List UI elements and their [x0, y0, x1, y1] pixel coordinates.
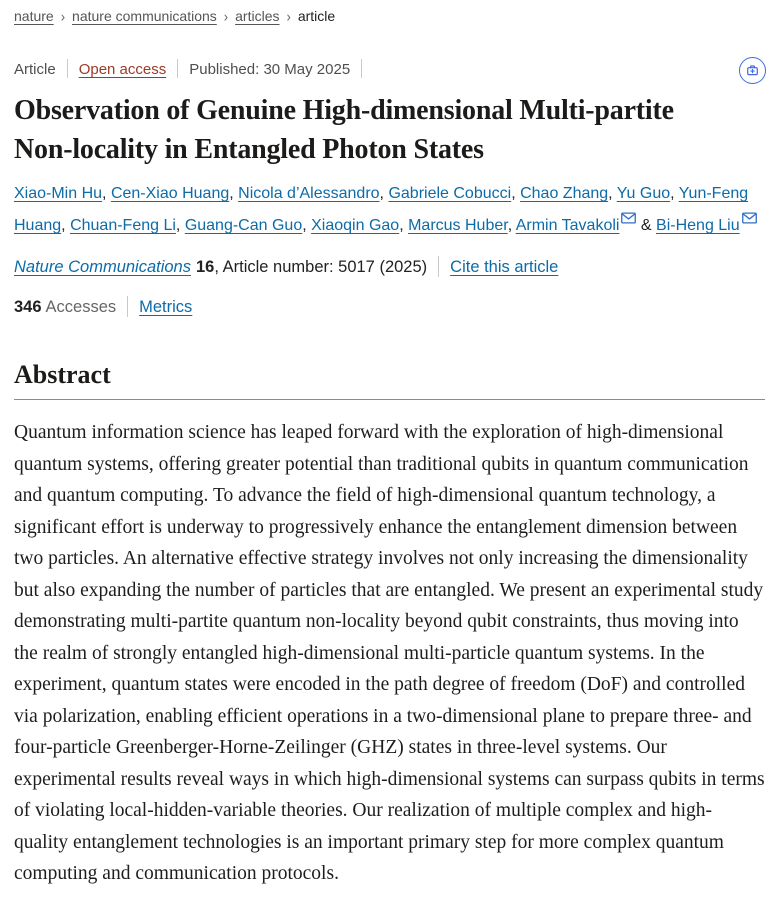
author-item	[238, 185, 384, 202]
author-item	[70, 217, 180, 234]
author-item	[656, 217, 757, 234]
volume-number: 16	[196, 258, 215, 277]
author-separator: &	[640, 217, 652, 235]
abstract-section	[14, 360, 765, 889]
author-link[interactable]: Cen-Xiao Huang	[110, 185, 230, 203]
author-separator: ,	[670, 185, 675, 203]
article-title: Observation of Genuine High-dimensional Multi-partite Non-locality in Entangled Photon States	[14, 95, 674, 165]
accesses-count: 346	[14, 298, 42, 317]
author-separator: ,	[507, 217, 513, 235]
abstract-heading: Abstract	[14, 360, 111, 390]
author-separator: ,	[175, 217, 181, 235]
breadcrumb-current-article: article	[297, 8, 336, 24]
author-item	[408, 217, 512, 234]
author-separator: ,	[399, 217, 404, 235]
author-item	[185, 217, 307, 234]
breadcrumb-link-articles[interactable]: articles	[235, 8, 280, 24]
author-separator: ,	[102, 185, 107, 203]
divider	[67, 59, 68, 78]
author-link[interactable]: Armin Tavakoli	[515, 217, 620, 235]
author-link[interactable]: Gabriele Cobucci	[388, 185, 512, 203]
breadcrumb-link-nature-communications[interactable]: nature communications	[72, 8, 217, 24]
divider	[438, 256, 439, 277]
envelope-icon[interactable]	[742, 204, 757, 236]
author-link[interactable]: Xiao-Min Hu	[14, 185, 103, 203]
journal-link[interactable]: Nature Communications	[14, 258, 191, 277]
breadcrumb	[14, 8, 765, 24]
envelope-icon[interactable]	[621, 204, 636, 236]
author-link[interactable]: Xiaoqin Gao	[311, 217, 400, 235]
article-type-label: Article	[14, 61, 56, 78]
author-item	[617, 185, 675, 202]
section-divider	[14, 399, 765, 400]
author-link[interactable]: Yun-Feng Huang	[14, 185, 749, 235]
author-item	[388, 185, 515, 202]
author-link[interactable]: Chao Zhang	[520, 185, 609, 203]
author-link[interactable]: Nicola d’Alessandro	[238, 185, 380, 203]
author-item	[111, 185, 234, 202]
author-link[interactable]: Guang-Can Guo	[184, 217, 303, 235]
citation-line	[14, 256, 765, 277]
open-access-link[interactable]: Open access	[78, 61, 167, 78]
author-link[interactable]: Marcus Huber	[408, 217, 508, 235]
cite-this-article-link[interactable]: Cite this article	[450, 258, 559, 277]
author-item	[516, 217, 652, 234]
metrics-link[interactable]: Metrics	[139, 298, 193, 317]
institution-access-button[interactable]	[739, 57, 766, 84]
breadcrumb-link-nature[interactable]: nature	[14, 8, 54, 24]
author-separator: ,	[511, 185, 516, 203]
divider	[177, 59, 178, 78]
article-meta-bar	[14, 59, 765, 81]
author-link[interactable]: Bi-Heng Liu	[656, 217, 740, 235]
author-item	[520, 185, 613, 202]
author-list	[14, 178, 765, 242]
chevron-right-icon: ›	[60, 7, 66, 26]
author-separator: ,	[608, 185, 613, 203]
metrics-line	[14, 296, 765, 317]
institution-access-kit-icon	[745, 63, 760, 78]
chevron-right-icon: ›	[286, 7, 291, 26]
accesses-label: Accesses	[45, 298, 117, 317]
published-date: Published: 30 May 2025	[189, 61, 351, 78]
author-link[interactable]: Chuan-Feng Li	[70, 217, 176, 235]
divider	[127, 296, 128, 317]
author-separator: ,	[229, 185, 234, 203]
author-separator: ,	[61, 217, 66, 235]
author-item	[311, 217, 404, 234]
author-item	[14, 185, 106, 202]
author-link[interactable]: Yu Guo	[616, 185, 671, 203]
chevron-right-icon: ›	[223, 7, 229, 26]
author-separator: ,	[379, 185, 384, 203]
abstract-text: Quantum information science has leaped forward with the exploration of high-dimensional quantum systems, offering greater potential than traditional qubits in quantum communication and quantum computing. To advance the field of high-dimensional quantum technology, a significant effort is underway to progressively enhance the entanglement dimension between two particles. An alternative effective strategy involves not only increasing the dimensionality but also expanding the number of particles that are entangled. We present an experimental study demonstrating multi-partite quantum non-locality beyond qubit constraints, thus moving into the realm of strongly entangled high-dimensional multi-particle quantum systems. In the experiment, quantum states were encoded in the path degree of freedom (DoF) and controlled via polarization, enabling efficient operations in a two-dimensional plane to prepare three- and four-particle Greenberger-Horne-Zeilinger (GHZ) states in three-level systems. Our experimental results reveal ways in which high-dimensional systems can surpass qubits in terms of violating local-hidden-variable theories. Our realization of multiple complex and high-quality entanglement technologies is an important primary step for more complex quantum computing and communication protocols.	[14, 422, 765, 885]
article-number-text: , Article number: 5017 (2025)	[214, 258, 428, 277]
author-separator: ,	[302, 217, 307, 235]
divider	[361, 59, 362, 78]
